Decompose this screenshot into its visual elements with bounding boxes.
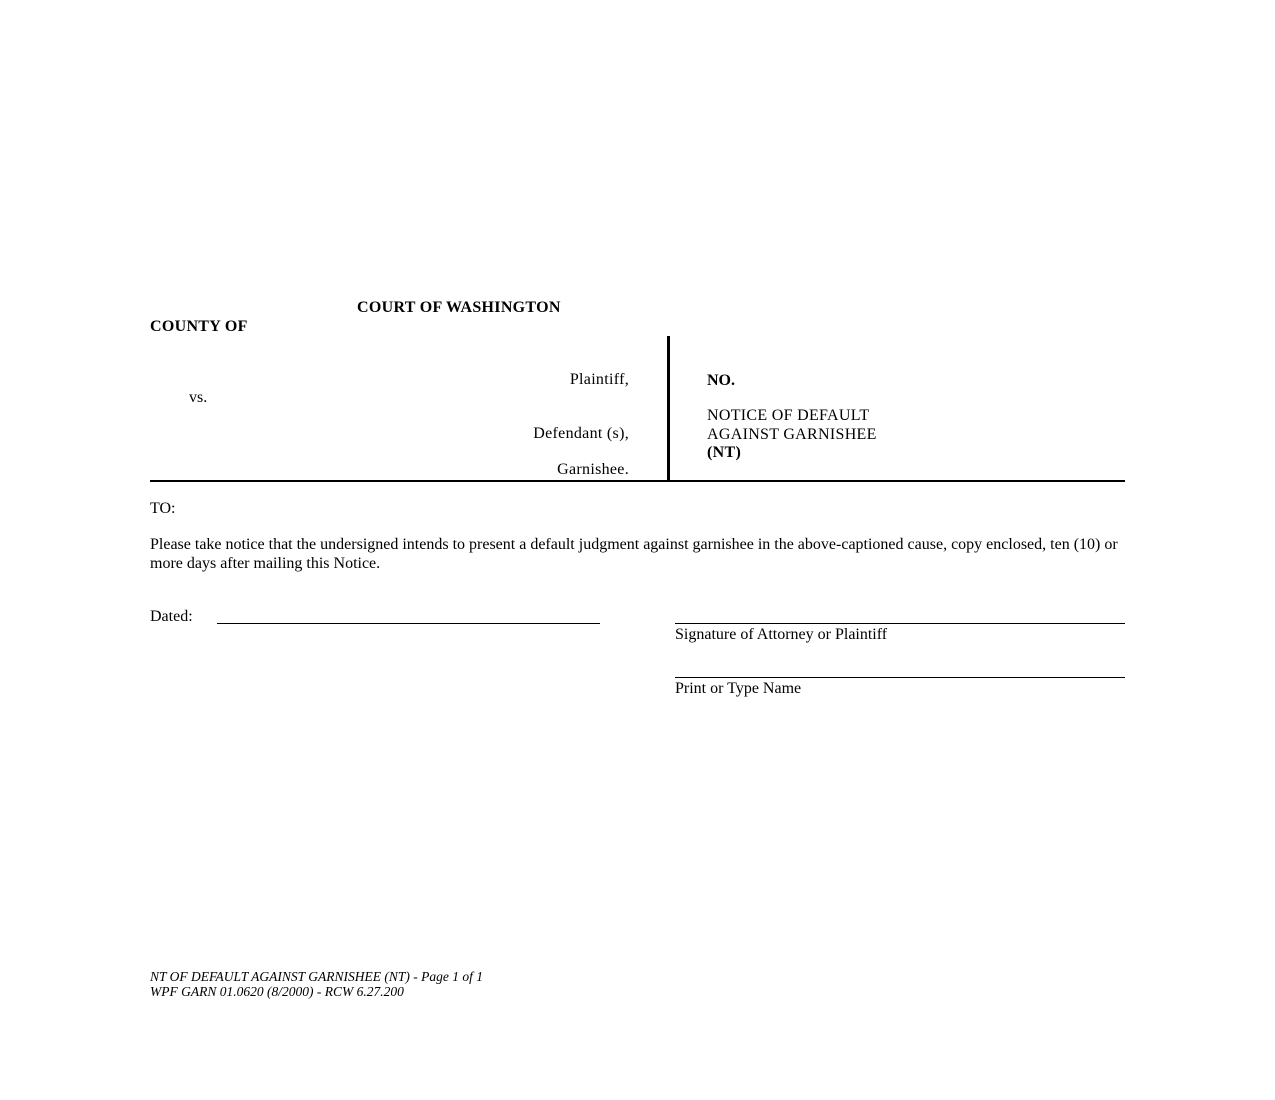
document-title (707, 407, 877, 463)
defendant-label: Defendant (s), (533, 425, 629, 442)
dated-field-line[interactable] (217, 623, 600, 624)
case-number-label: NO. (707, 372, 735, 389)
page-footer (150, 969, 483, 999)
notice-paragraph: Please take notice that the undersigned intends to present a default judgment against garnishee in the above-captioned cause, copy enclosed, ten (10) or more days after mailing this Notice. (150, 536, 1118, 572)
signature-field-line[interactable] (675, 623, 1125, 624)
title-line-2: AGAINST GARNISHEE (707, 425, 877, 443)
footer-line-1: NT OF DEFAULT AGAINST GARNISHEE (NT) - Page 1 of 1 (150, 969, 483, 984)
court-heading: COURT OF WASHINGTON (357, 299, 561, 316)
caption-horizontal-divider (150, 480, 1125, 482)
garnishee-label: Garnishee. (557, 461, 629, 478)
caption-vertical-divider (667, 336, 670, 482)
plaintiff-label: Plaintiff, (569, 371, 629, 388)
signature-label: Signature of Attorney or Plaintiff (675, 626, 888, 643)
dated-label: Dated: (150, 608, 193, 625)
to-label: TO: (150, 500, 176, 517)
versus-label: vs. (189, 389, 208, 406)
county-heading: COUNTY OF (150, 318, 248, 335)
footer-line-2: WPF GARN 01.0620 (8/2000) - RCW 6.27.200 (150, 984, 404, 999)
print-name-label: Print or Type Name (675, 680, 802, 697)
title-line-3: (NT) (707, 444, 742, 461)
title-line-1: NOTICE OF DEFAULT (707, 407, 870, 424)
print-name-field-line[interactable] (675, 677, 1125, 678)
